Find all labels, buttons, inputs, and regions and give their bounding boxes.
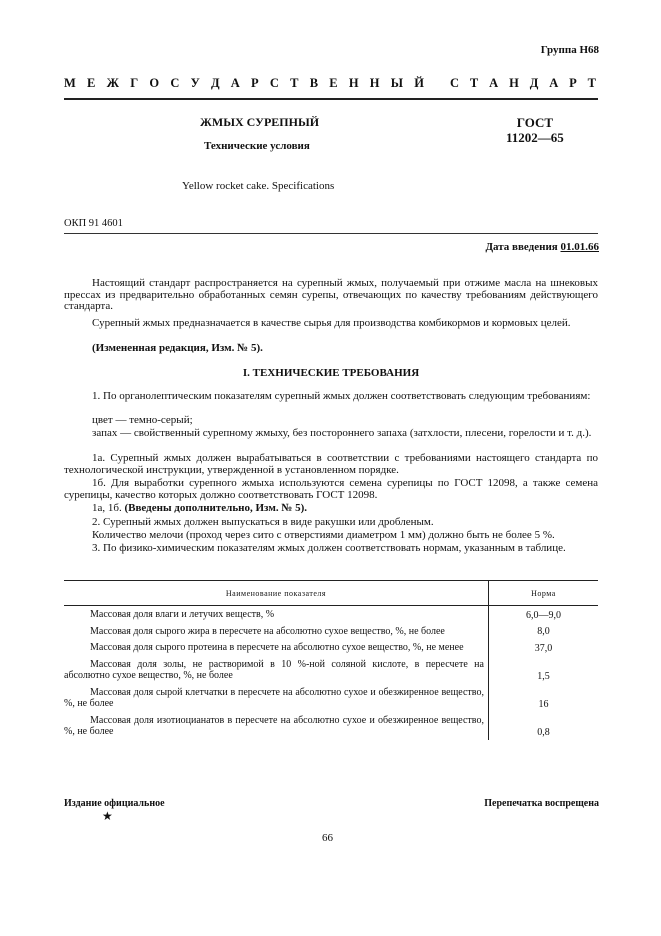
table-row [64, 606, 598, 623]
standard-banner [64, 76, 596, 91]
document-title: ЖМЫХ СУРЕПНЫЙ [200, 115, 320, 129]
row-indicator-name: Массовая доля влаги и летучих веществ, % [90, 609, 275, 620]
table-row [64, 656, 598, 684]
official-edition: Издание официальное [64, 798, 165, 809]
table-row [64, 712, 598, 740]
section-heading: I. ТЕХНИЧЕСКИЕ ТРЕБОВАНИЯ [242, 367, 420, 379]
req-fines: Количество мелочи (проход через сито с отверстиями диаметром 1 мм) должно быть не более 5 %. [92, 529, 555, 541]
gost-number: 11202—65 [506, 130, 564, 145]
row-norm-value: 8,0 [488, 623, 598, 640]
req-paragraph-1: 1. По органолептическим показателям сурепный жмых должен соответствовать следующим требованиям: [92, 390, 591, 402]
date-value: 01.01.66 [560, 241, 599, 253]
okp-code: ОКП 91 4601 [64, 218, 123, 229]
table-row [64, 684, 598, 712]
intro-paragraph-2: Сурепный жмых предназначается в качестве сырья для производства комбикормов и кормовых целей. [92, 317, 571, 329]
req-1a: 1а. Сурепный жмых должен вырабатываться в соответствии с требованиями настоящего стандарта по технологической инструкции, утвержденной в установленном порядке. [64, 452, 598, 476]
document-subtitle: Технические условия [204, 140, 310, 152]
group-code: Группа Н68 [540, 44, 599, 56]
okp-rule [64, 233, 598, 234]
row-indicator-name: Массовая доля сырого протеина в пересчете на абсолютно сухое вещество, %, не менее [90, 642, 464, 653]
amendment-note-2-bold: (Введены дополнительно, Изм. № 5). [124, 502, 308, 514]
row-norm-value: 1,5 [488, 656, 598, 684]
amendment-note-1: (Измененная редакция, Изм. № 5). [92, 342, 263, 354]
column-header-norm: Норма [488, 581, 598, 606]
table-header-row [64, 581, 598, 606]
date-label: Дата введения [485, 241, 558, 253]
amendment-note-2 [64, 503, 598, 515]
row-norm-value: 16 [488, 684, 598, 712]
english-title: Yellow rocket cake. Specifications [182, 180, 335, 192]
table-row [64, 639, 598, 656]
page-number: 66 [322, 832, 333, 844]
row-indicator-name: Массовая доля золы, не растворимой в 10 %-ной соляной кислоте, в пересчете на абсолютно сухое вещество, %, не более [64, 658, 484, 681]
req-2: 2. Сурепный жмых должен выпускаться в виде ракушки или дробленым. [92, 516, 434, 528]
row-norm-value: 37,0 [488, 639, 598, 656]
intro-paragraph-1: Настоящий стандарт распространяется на сурепный жмых, получаемый при отжиме масла на шнековых прессах из предварительно обработанных семян сурепы, отвечающих по качеству требованиям действующего стандарта. [64, 277, 598, 313]
row-norm-value: 0,8 [488, 712, 598, 740]
row-indicator-name: Массовая доля сырой клетчатки в пересчете на абсолютно сухое и обезжиренное вещество, %, не более [64, 686, 484, 709]
amendment-note-2-prefix: 1а, 1б. [92, 502, 122, 514]
row-indicator-name: Массовая доля изотиоцианатов в пересчете на абсолютно сухое и обезжиренное вещество, %, не более [64, 714, 484, 737]
banner-right: С Т А Н Д А Р Т [450, 76, 596, 90]
req-1b: 1б. Для выработки сурепного жмыха используются семена сурепицы по ГОСТ 12098, а также семена сурепицы, качество которых должно соответствовать ГОСТ 12098. [64, 477, 598, 501]
table-row [64, 623, 598, 640]
req-color: цвет — темно-серый; [92, 414, 193, 426]
star-icon: ★ [102, 809, 113, 823]
row-norm-value: 6,0—9,0 [488, 606, 598, 623]
column-header-name: Наименование показателя [64, 581, 488, 606]
row-indicator-name: Массовая доля сырого жира в пересчете на абсолютно сухое вещество, %, не более [90, 625, 445, 637]
banner-left: М Е Ж Г О С У Д А Р С Т В Е Н Н Ы Й [64, 76, 424, 90]
norms-table [64, 580, 598, 740]
effective-date [485, 241, 599, 253]
req-3: 3. По физико-химическим показателям жмых должен соответствовать нормам, указанным в таблице. [92, 542, 566, 554]
header-rule [64, 98, 598, 100]
req-odor: запах — свойственный сурепному жмыху, без постороннего запаха (затхлости, плесени, горелости и т. д.). [92, 427, 592, 439]
reprint-prohibited: Перепечатка воспрещена [484, 798, 599, 809]
gost-designation [506, 115, 564, 145]
gost-label: ГОСТ [516, 115, 554, 130]
